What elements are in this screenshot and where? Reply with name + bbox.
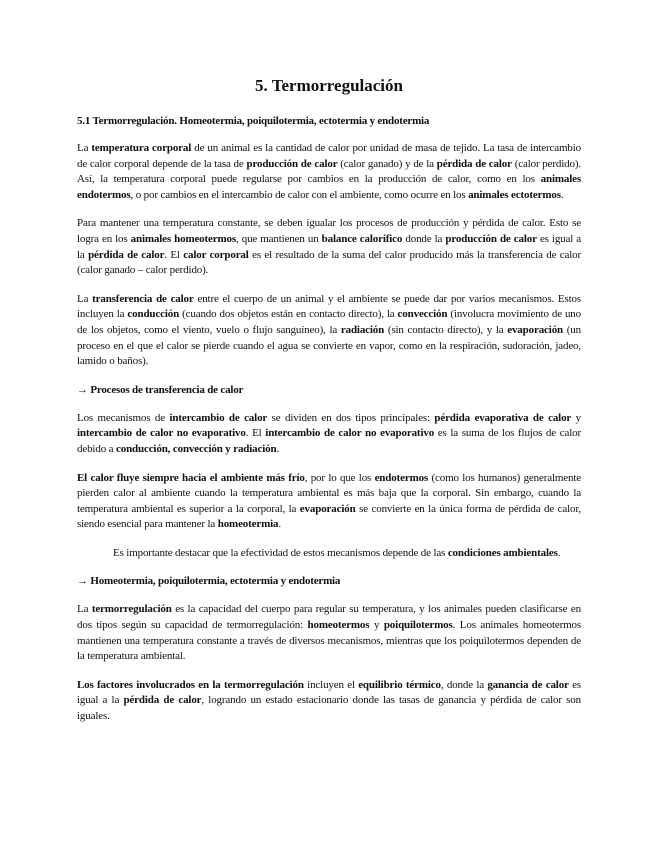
paragraph-heat-balance: Para mantener una temperatura constante, se deben igualar los procesos de producción y pérdida de calor. Esto se logra en los animales homeotermos, que mantienen un balance calorífico donde la producción de calor es igual a la pérdida de calor. El calor corporal es el resultado de la suma del calor producido más la transferencia de calor (calor ganado – calor perdido). [77, 217, 582, 277]
paragraph-heat-transfer: La transferencia de calor entre el cuerpo de un animal y el ambiente se puede dar por varios mecanismos. Estos incluyen la conducción (cuando dos objetos están en contacto directo), la convección (involucra movimiento de uno de los objetos, como el viento, vuelo o flujo sanguíneo), la radiación (sin contacto directo), y la evaporación (un proceso en el que el calor se pierde cuando el agua se convierte en vapor, como en la respiración, sudoración, jadeo, lamido o baños). [77, 292, 582, 368]
page-title: 5. Termorregulación [255, 76, 403, 95]
paragraph-heat-flow: El calor fluye siempre hacia el ambiente más frío, por lo que los endotermos (como los humanos) generalmente pierden calor al ambiente cuando la temperatura ambiental es más baja que la corporal. Sin embargo, cuando la temperatura ambiental es superior a la corporal, la evaporación se convierte en la única forma de pérdida de calor, siendo esencial para mantener la homeotermia. [77, 471, 582, 531]
paragraph-factors: Los factores involucrados en la termorregulación incluyen el equilibrio térmico, donde la ganancia de calor es igual a la pérdida de calor, logrando un estado estacionario donde las tasas de ganancia y pérdida de calor son iguales. [77, 678, 581, 723]
paragraph-exchange-mechanisms: Los mecanismos de intercambio de calor se dividen en dos tipos principales: pérdida evaporativa de calor y intercambio de calor no evaporativo. El intercambio de calor no evaporativo es la suma de los flujos de calor debido a conducción, convección y radiación. [77, 411, 581, 455]
paragraph-thermoregulation: La termorregulación es la capacidad del cuerpo para regular su temperatura, y los animales pueden clasificarse en dos tipos según su capacidad de termorregulación: homeotermos y poiquilotermos. Los animales homeotermos mantienen una temperatura constante a través de diversos mecanismos, mientras que los poiquilotermos dependen de la temperatura ambiental. [77, 603, 582, 663]
section-subtitle: 5.1 Termorregulación. Homeotermia, poiquilotermia, ectotermia y endotermia [77, 115, 430, 127]
heading-transfer-processes: → Procesos de transferencia de calor [77, 383, 244, 396]
paragraph-body-temperature: La temperatura corporal de un animal es la cantidad de calor por unidad de masa de tejido. La tasa de intercambio de calor corporal depende de la tasa de producción de calor (calor ganado) y de la pérdida de calor (calor perdido). Así, la temperatura corporal puede regularse por cambios en la producción de calor, como en los animales endotermos, o por cambios en el intercambio de calor con el ambiente, como ocurre en los animales ectotermos. [77, 142, 581, 201]
heading-thermal-types: → Homeotermia, poiquilotermia, ectotermia y endotermia [77, 575, 341, 588]
paragraph-environmental-conditions: Es importante destacar que la efectividad de estos mecanismos depende de las condiciones ambientales. [113, 546, 561, 559]
